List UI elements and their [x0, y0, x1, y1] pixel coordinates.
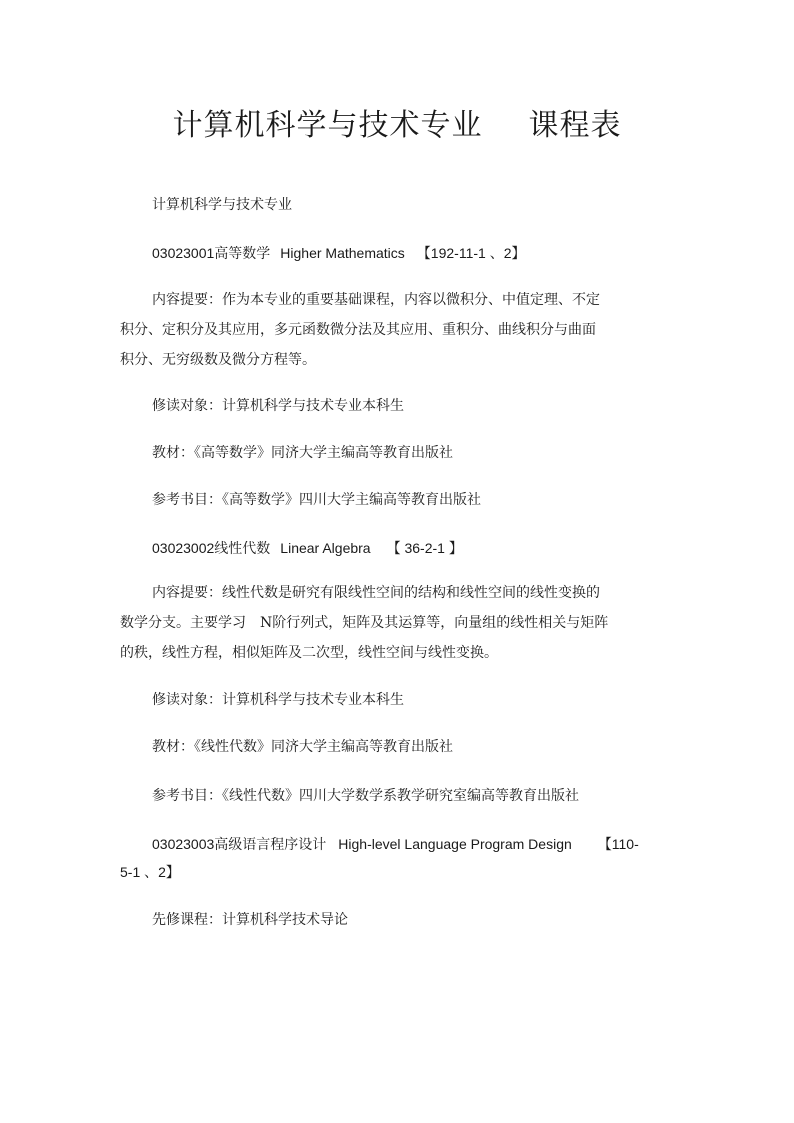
page-title: [0, 100, 794, 144]
course-name-en: High-level Language Program Design: [338, 836, 572, 852]
course-prerequisite: 先修课程：计算机科学技术导论: [152, 912, 348, 928]
course-code: 03023002: [152, 540, 215, 556]
course-textbook: 教材：《线性代数》同济大学主编高等教育出版社: [152, 739, 453, 755]
course-heading: [152, 538, 463, 559]
summary-line: 内容提要：线性代数是研究有限线性空间的结构和线性空间的线性变换的: [152, 585, 600, 601]
course-hours: 【192-11-1 、2】: [416, 245, 526, 261]
course-code: 03023003: [152, 836, 215, 852]
course-hours-wrap: [120, 862, 180, 883]
summary-line: 的秩，线性方程，相似矩阵及二次型，线性空间与线性变换。: [120, 645, 498, 661]
course-heading: [152, 834, 639, 855]
course-name-en: Higher Mathematics: [280, 245, 405, 261]
course-hours-continued: 5-1 、2】: [120, 864, 180, 880]
course-textbook: 教材：《高等数学》同济大学主编高等教育出版社: [152, 445, 453, 461]
course-summary: [120, 578, 640, 668]
course-name-cn: 线性代数: [214, 541, 271, 557]
course-reference: 参考书目：《线性代数》四川大学数学系教学研究室编高等教育出版社: [152, 788, 579, 804]
course-name-cn: 高等数学: [214, 246, 271, 262]
course-audience: 修读对象：计算机科学与技术专业本科生: [152, 692, 404, 708]
course-name-en: Linear Algebra: [280, 540, 371, 556]
course-audience: 修读对象：计算机科学与技术专业本科生: [152, 398, 404, 414]
course-heading: [152, 243, 525, 264]
title-suffix: 课程表: [528, 108, 622, 143]
summary-line: 数学分支。主要学习 N阶行列式，矩阵及其运算等，向量组的线性相关与矩阵: [120, 615, 609, 631]
title-main: 计算机科学与技术专业: [172, 108, 483, 143]
course-summary: [120, 285, 640, 375]
course-hours: 【110-: [597, 836, 639, 852]
summary-line: 内容提要：作为本专业的重要基础课程，内容以微积分、中值定理、不定: [152, 292, 600, 308]
course-name-cn: 高级语言程序设计: [214, 837, 327, 853]
course-code: 03023001: [152, 245, 215, 261]
summary-line: 积分、定积分及其应用，多元函数微分法及其应用、重积分、曲线积分与曲面: [120, 322, 596, 338]
summary-line: 积分、无穷级数及微分方程等。: [120, 352, 316, 368]
major-heading: 计算机科学与技术专业: [152, 197, 292, 213]
course-reference: 参考书目：《高等数学》四川大学主编高等教育出版社: [152, 492, 481, 508]
course-hours: 【 36-2-1 】: [386, 540, 463, 556]
